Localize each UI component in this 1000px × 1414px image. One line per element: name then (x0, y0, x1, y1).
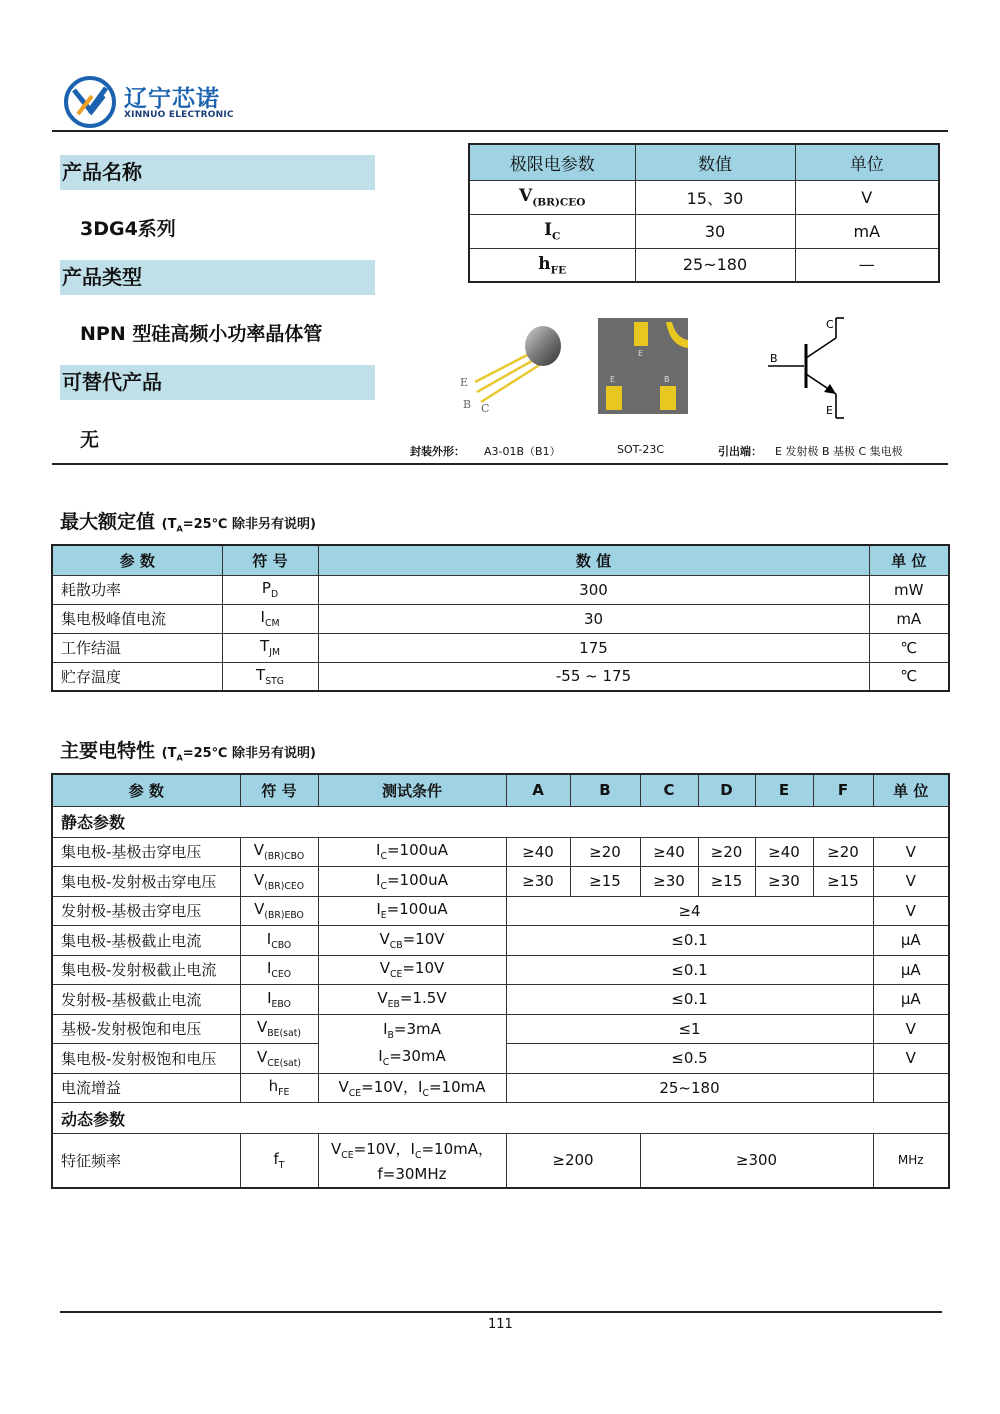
ec-param: 集电极-基极截止电流 (52, 926, 240, 956)
ec-header-e: E (755, 774, 813, 806)
ec-val-f: ≥20 (813, 837, 873, 867)
symbol-pin-c: C (826, 318, 834, 331)
ec-unit: μA (873, 955, 949, 985)
ec-val-all: ≤1 (506, 1014, 873, 1044)
ec-val-d: ≥20 (698, 837, 755, 867)
product-name-label: 产品名称 (60, 155, 375, 190)
table-row (52, 1014, 949, 1044)
limit-value: 30 (635, 214, 795, 248)
mr-param: 耗散功率 (52, 575, 222, 604)
package-caption-sot: SOT-23C (617, 443, 664, 456)
ec-unit: μA (873, 926, 949, 956)
mr-symbol: $T_{STG}$ (222, 662, 318, 691)
max-ratings-note: ($T_A=25℃$ 除非另有说明) (161, 517, 316, 534)
table-row (52, 662, 949, 691)
table-row (52, 955, 949, 985)
max-ratings-title: 最大额定值 ($T_A=25℃$ 除非另有说明) (60, 511, 316, 534)
electrical-characteristics-table (51, 773, 950, 1189)
product-name-value: 3DG4系列 (80, 218, 176, 240)
ec-header-symbol: 符 号 (240, 774, 318, 806)
table-row (52, 837, 949, 867)
mr-header-symbol: 符 号 (222, 545, 318, 575)
mr-value: 30 (318, 604, 869, 633)
table-row (52, 604, 949, 633)
ec-symbol: $I_{CBO}$ (240, 926, 318, 956)
ec-unit: V (873, 1044, 949, 1074)
npn-transistor-symbol (762, 314, 852, 422)
ec-val-all: ≤0.1 (506, 955, 873, 985)
mr-symbol: $T_{JM}$ (222, 633, 318, 662)
limit-unit: V (795, 180, 939, 214)
symbol-pin-b: B (770, 352, 778, 365)
ec-param: 发射极-基极击穿电压 (52, 896, 240, 926)
ec-val-d: ≥15 (698, 867, 755, 897)
ec-symbol: $I_{CEO}$ (240, 955, 318, 985)
ec-param: 发射极-基极截止电流 (52, 985, 240, 1015)
ec-unit: V (873, 1014, 949, 1044)
table-row (52, 926, 949, 956)
table-row (52, 896, 949, 926)
ec-val-all: 25~180 (506, 1073, 873, 1103)
ec-condition: $I_C=100uA$ (318, 867, 506, 897)
ec-unit: V (873, 867, 949, 897)
ec-param: 集电极-发射极击穿电压 (52, 867, 240, 897)
sot23-package-image (598, 318, 688, 414)
table-row (52, 985, 949, 1015)
ec-condition: $I_E=100uA$ (318, 896, 506, 926)
ec-condition: $V_{CB}=10V$ (318, 926, 506, 956)
table-row (52, 867, 949, 897)
mr-param: 贮存温度 (52, 662, 222, 691)
ec-header-d: D (698, 774, 755, 806)
mr-value: 175 (318, 633, 869, 662)
ec-symbol: $V_{CE(sat)}$ (240, 1044, 318, 1074)
mr-symbol: $I_{CM}$ (222, 604, 318, 633)
company-logo (60, 74, 320, 130)
to92-pin-e: E (460, 376, 469, 389)
ec-param: 基极-发射极饱和电压 (52, 1014, 240, 1044)
limit-row (469, 180, 939, 214)
ec-val-cf: ≥300 (640, 1134, 873, 1188)
section-divider (52, 463, 948, 465)
ec-val-e: ≥40 (755, 837, 813, 867)
table-row (52, 575, 949, 604)
ec-symbol: $I_{EBO}$ (240, 985, 318, 1015)
limit-unit: — (795, 248, 939, 282)
ec-val-a: ≥30 (506, 867, 570, 897)
ec-header-param: 参 数 (52, 774, 240, 806)
product-type-value: NPN 型硅高频小功率晶体管 (80, 323, 323, 345)
ec-val-e: ≥30 (755, 867, 813, 897)
mr-param: 集电极峰值电流 (52, 604, 222, 633)
pinout-caption-text: E 发射极 B 基极 C 集电极 (775, 445, 903, 458)
sot-pin-right: B (664, 375, 670, 384)
sot-pin-top: E (638, 349, 644, 358)
package-caption-to92: A3-01B（B1） (484, 445, 561, 458)
footer-divider (60, 1311, 942, 1313)
mr-value: -55 ~ 175 (318, 662, 869, 691)
mr-unit: mA (869, 604, 949, 633)
ec-val-b: ≥15 (570, 867, 640, 897)
ec-val-c: ≥40 (640, 837, 698, 867)
ec-val-all: ≤0.1 (506, 985, 873, 1015)
ec-symbol: $f_T$ (240, 1134, 318, 1188)
mr-unit: ℃ (869, 662, 949, 691)
ec-symbol: $V_{(BR)CEO}$ (240, 867, 318, 897)
mr-param: 工作结温 (52, 633, 222, 662)
mr-unit: mW (869, 575, 949, 604)
ec-header-unit: 单 位 (873, 774, 949, 806)
ec-header-condition: 测试条件 (318, 774, 506, 806)
mr-header-param: 参 数 (52, 545, 222, 575)
ec-val-a: ≥40 (506, 837, 570, 867)
logo-mark-icon (64, 76, 116, 128)
to92-package-image (455, 318, 570, 418)
elec-char-title: 主要电特性 ($T_A=25℃$ 除非另有说明) (60, 740, 316, 763)
page-number: 111 (488, 1317, 513, 1332)
ec-condition: $V_{EB}=1.5V$ (318, 985, 506, 1015)
ec-symbol: $V_{(BR)EBO}$ (240, 896, 318, 926)
to92-pin-b: B (463, 398, 472, 411)
ec-unit: V (873, 837, 949, 867)
logo-english-name: XINNUO ELECTRONIC (124, 110, 234, 120)
ec-param: 集电极-基极击穿电压 (52, 837, 240, 867)
alternative-product-value: 无 (80, 429, 100, 451)
ec-header-a: A (506, 774, 570, 806)
limit-value: 25~180 (635, 248, 795, 282)
ec-unit: μA (873, 985, 949, 1015)
to92-pin-c: C (481, 402, 490, 415)
limit-row (469, 248, 939, 282)
ec-condition: $V_{CE}=10V$，$I_C=10mA$， f=30MHz (318, 1134, 506, 1188)
table-row (52, 1134, 949, 1188)
ec-header-c: C (640, 774, 698, 806)
ec-param: 集电极-发射极饱和电压 (52, 1044, 240, 1074)
table-row (52, 1073, 949, 1103)
ec-val-b: ≥20 (570, 837, 640, 867)
mr-header-unit: 单 位 (869, 545, 949, 575)
logo-chinese-name: 辽宁芯诺 (124, 86, 220, 112)
limit-symbol: $h_{FE}$ (469, 248, 635, 282)
limit-row (469, 214, 939, 248)
limit-parameters-table (468, 143, 940, 283)
ec-unit: MHz (873, 1134, 949, 1188)
ec-header-f: F (813, 774, 873, 806)
ec-val-ab: ≥200 (506, 1134, 640, 1188)
symbol-pin-e: E (826, 404, 833, 417)
ec-unit (873, 1073, 949, 1103)
ec-val-c: ≥30 (640, 867, 698, 897)
limit-header-param: 极限电参数 (469, 144, 635, 180)
dynamic-params-group: 动态参数 (52, 1103, 949, 1134)
ec-val-f: ≥15 (813, 867, 873, 897)
ec-param: 集电极-发射极截止电流 (52, 955, 240, 985)
static-params-group: 静态参数 (52, 806, 949, 837)
ec-condition: $V_{CE}=10V$ (318, 955, 506, 985)
header-divider (52, 130, 948, 132)
ec-symbol: $V_{(BR)CBO}$ (240, 837, 318, 867)
limit-unit: mA (795, 214, 939, 248)
limit-symbol: $V_{(BR)CEO}$ (469, 180, 635, 214)
limit-symbol: $I_C$ (469, 214, 635, 248)
ec-condition-merged: $I_B=3mA$ $I_C=30mA$ (318, 1014, 506, 1073)
ec-condition: $V_{CE}=10V$，$I_C=10mA$ (318, 1073, 506, 1103)
ec-val-all: ≤0.5 (506, 1044, 873, 1074)
limit-header-unit: 单位 (795, 144, 939, 180)
ec-symbol: $V_{BE(sat)}$ (240, 1014, 318, 1044)
alternative-product-label: 可替代产品 (60, 365, 375, 400)
limit-value: 15、30 (635, 180, 795, 214)
ec-symbol: $h_{FE}$ (240, 1073, 318, 1103)
ec-param: 电流增益 (52, 1073, 240, 1103)
ec-val-all: ≥4 (506, 896, 873, 926)
elec-char-note: ($T_A=25℃$ 除非另有说明) (161, 746, 316, 763)
limit-header-value: 数值 (635, 144, 795, 180)
ec-header-b: B (570, 774, 640, 806)
ec-condition: $I_C=100uA$ (318, 837, 506, 867)
product-type-label: 产品类型 (60, 260, 375, 295)
sot-pin-left: E (610, 375, 616, 384)
pinout-caption-label: 引出端： (718, 445, 762, 458)
mr-unit: ℃ (869, 633, 949, 662)
mr-symbol: $P_D$ (222, 575, 318, 604)
ec-param: 特征频率 (52, 1134, 240, 1188)
table-row (52, 633, 949, 662)
ec-val-all: ≤0.1 (506, 926, 873, 956)
package-caption-label: 封装外形： (410, 445, 465, 458)
mr-header-value: 数 值 (318, 545, 869, 575)
max-ratings-table (51, 544, 950, 692)
mr-value: 300 (318, 575, 869, 604)
ec-unit: V (873, 896, 949, 926)
